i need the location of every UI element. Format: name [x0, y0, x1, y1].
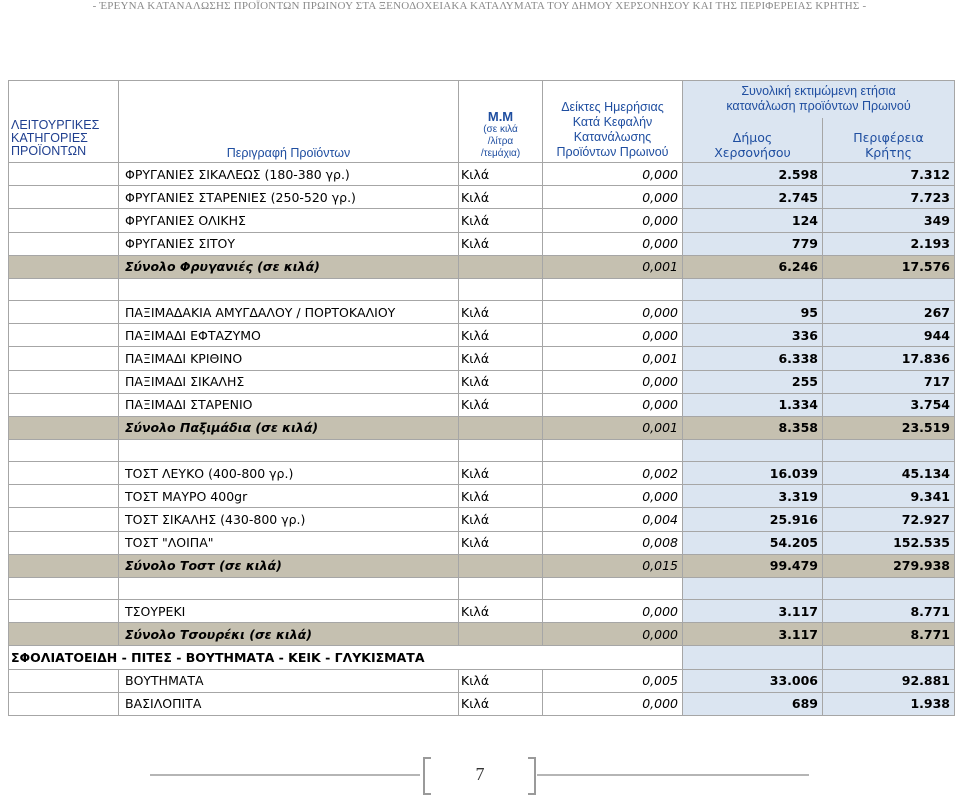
- header-unit: [459, 81, 543, 163]
- cell-municipality: 95: [683, 300, 823, 323]
- cell-municipality: 3.117: [683, 600, 823, 623]
- subtotal-row: [9, 623, 955, 646]
- cell-index: 0,002: [543, 462, 683, 485]
- footer-bracket-left: [423, 757, 431, 795]
- cell-unit: [459, 578, 543, 600]
- cell-municipality: [683, 440, 823, 462]
- consumption-table: [8, 80, 955, 716]
- cell-municipality: 2.745: [683, 186, 823, 209]
- cell-index: 0,008: [543, 531, 683, 554]
- header-index-line: Δείκτες Ημερήσιας: [561, 100, 664, 114]
- header-total-line: Συνολική εκτιμώμενη ετήσια: [741, 84, 896, 98]
- cell-municipality: 8.358: [683, 416, 823, 439]
- cell-unit: Κιλά: [459, 300, 543, 323]
- cell-index: 0,015: [543, 554, 683, 577]
- cell-unit: [459, 278, 543, 300]
- cell-municipality: 336: [683, 324, 823, 347]
- cell-unit: Κιλά: [459, 370, 543, 393]
- cell-category: [9, 554, 119, 577]
- header-municipality: [683, 118, 823, 163]
- table-row: [9, 393, 955, 416]
- cell-description: ΦΡΥΓΑΝΙΕΣ ΟΛΙΚΗΣ: [119, 209, 459, 232]
- cell-description: [119, 578, 459, 600]
- table-row: [9, 669, 955, 692]
- cell-category: [9, 692, 119, 715]
- cell-region: 92.881: [823, 669, 955, 692]
- cell-category: [9, 440, 119, 462]
- cell-category: [9, 508, 119, 531]
- cell-unit: [459, 416, 543, 439]
- cell-index: 0,000: [543, 186, 683, 209]
- header-index-line: Προϊόντων Πρωινού: [556, 145, 669, 159]
- cell-region: [823, 578, 955, 600]
- subtotal-row: [9, 255, 955, 278]
- cell-description: ΤΟΣΤ ΜΑΥΡΟ 400gr: [119, 485, 459, 508]
- table-row: [9, 209, 955, 232]
- cell-category: [9, 485, 119, 508]
- cell-index: 0,004: [543, 508, 683, 531]
- header-municipality-line: Χερσονήσου: [714, 145, 791, 160]
- spacer-row: [9, 440, 955, 462]
- document-header: - ΈΡΕΥΝΑ ΚΑΤΑΝΑΛΩΣΗΣ ΠΡΟΪΟΝΤΩΝ ΠΡΩΙΝΟΥ ΣΤΑ ΞΕΝΟΔΟΧΕΙΑΚΑ ΚΑΤΑΛΥΜΑΤΑ ΤΟΥ ΔΗΜΟΥ ΧΕΡΣΟΝΗΣΟΥ ΚΑΙ ΤΗΣ ΠΕΡΙΦΕΡΕΙΑΣ ΚΡΗΤΗΣ -: [92, 0, 867, 12]
- cell-description: [119, 278, 459, 300]
- cell-region: 7.723: [823, 186, 955, 209]
- cell-index: 0,000: [543, 370, 683, 393]
- cell-municipality: [683, 646, 823, 669]
- table-row: [9, 485, 955, 508]
- cell-region: 72.927: [823, 508, 955, 531]
- cell-region: 3.754: [823, 393, 955, 416]
- table-row: [9, 300, 955, 323]
- table-row: [9, 692, 955, 715]
- table-header-row: [9, 81, 955, 119]
- cell-description: ΠΑΞΙΜΑΔΑΚΙΑ ΑΜΥΓΔΑΛΟΥ / ΠΟΡΤΟΚΑΛΙΟΥ: [119, 300, 459, 323]
- cell-description: ΠΑΞΙΜΑΔΙ ΚΡΙΘΙΝΟ: [119, 347, 459, 370]
- cell-municipality: 54.205: [683, 531, 823, 554]
- cell-description: Σύνολο Παξιμάδια (σε κιλά): [119, 416, 459, 439]
- header-unit-sub: (σε κιλά: [483, 124, 518, 135]
- cell-category: [9, 324, 119, 347]
- header-municipality-line: Δήμος: [732, 130, 773, 145]
- cell-description: ΤΣΟΥΡΕΚΙ: [119, 600, 459, 623]
- cell-category: [9, 255, 119, 278]
- cell-index: [543, 440, 683, 462]
- spacer-row: [9, 578, 955, 600]
- table-row: [9, 462, 955, 485]
- cell-unit: Κιλά: [459, 347, 543, 370]
- cell-index: [543, 278, 683, 300]
- cell-description: ΤΟΣΤ ΣΙΚΑΛΗΣ (430-800 γρ.): [119, 508, 459, 531]
- header-category: [9, 81, 119, 163]
- cell-index: 0,000: [543, 393, 683, 416]
- page-number: 7: [475, 764, 485, 784]
- cell-region: 23.519: [823, 416, 955, 439]
- category-row: [9, 646, 955, 669]
- subtotal-row: [9, 554, 955, 577]
- table-row: [9, 324, 955, 347]
- cell-municipality: 779: [683, 232, 823, 255]
- cell-region: 7.312: [823, 163, 955, 186]
- cell-unit: [459, 255, 543, 278]
- cell-description: ΤΟΣΤ "ΛΟΙΠΑ": [119, 531, 459, 554]
- cell-description: ΠΑΞΙΜΑΔΙ ΕΦΤΑΖΥΜΟ: [119, 324, 459, 347]
- header-category-line: ΚΑΤΗΓΟΡΙΕΣ: [11, 131, 88, 145]
- cell-municipality: [683, 578, 823, 600]
- cell-region: [823, 440, 955, 462]
- cell-index: 0,000: [543, 692, 683, 715]
- cell-unit: [459, 440, 543, 462]
- cell-index: 0,000: [543, 163, 683, 186]
- cell-category: [9, 623, 119, 646]
- cell-municipality: 33.006: [683, 669, 823, 692]
- header-total-line: κατανάλωση προϊόντων Πρωινού: [726, 99, 911, 113]
- cell-category: [9, 209, 119, 232]
- cell-index: 0,000: [543, 485, 683, 508]
- table-row: [9, 508, 955, 531]
- cell-category: [9, 186, 119, 209]
- cell-category: [9, 300, 119, 323]
- cell-category: [9, 462, 119, 485]
- cell-unit: Κιλά: [459, 163, 543, 186]
- cell-unit: Κιλά: [459, 232, 543, 255]
- spacer-row: [9, 278, 955, 300]
- cell-category: [9, 416, 119, 439]
- cell-index: 0,001: [543, 255, 683, 278]
- cell-index: 0,001: [543, 416, 683, 439]
- cell-unit: Κιλά: [459, 462, 543, 485]
- cell-unit: Κιλά: [459, 531, 543, 554]
- header-description: Περιγραφή Προϊόντων: [119, 81, 459, 163]
- cell-category: [9, 232, 119, 255]
- cell-region: 45.134: [823, 462, 955, 485]
- cell-category: [9, 600, 119, 623]
- cell-category: [9, 370, 119, 393]
- cell-index: 0,000: [543, 300, 683, 323]
- cell-unit: Κιλά: [459, 186, 543, 209]
- cell-description: ΦΡΥΓΑΝΙΕΣ ΣΙΤΟΥ: [119, 232, 459, 255]
- cell-municipality: 1.334: [683, 393, 823, 416]
- cell-description: [119, 440, 459, 462]
- header-unit-sub: /τεμάχια): [480, 148, 521, 159]
- cell-index: 0,000: [543, 324, 683, 347]
- cell-region: 17.836: [823, 347, 955, 370]
- cell-municipality: 2.598: [683, 163, 823, 186]
- cell-region: 8.771: [823, 623, 955, 646]
- header-region-line: Περιφέρεια: [853, 130, 924, 145]
- cell-unit: Κιλά: [459, 692, 543, 715]
- cell-region: 2.193: [823, 232, 955, 255]
- cell-description: ΒΑΣΙΛΟΠΙΤΑ: [119, 692, 459, 715]
- cell-index: 0,000: [543, 232, 683, 255]
- page-footer: [0, 752, 959, 796]
- table-row: [9, 163, 955, 186]
- cell-municipality: 25.916: [683, 508, 823, 531]
- cell-category: [9, 578, 119, 600]
- cell-region: 8.771: [823, 600, 955, 623]
- cell-region: 944: [823, 324, 955, 347]
- cell-region: 349: [823, 209, 955, 232]
- footer-bracket-right: [528, 757, 536, 795]
- cell-region: 717: [823, 370, 955, 393]
- cell-index: 0,000: [543, 600, 683, 623]
- table-body: [9, 81, 955, 716]
- cell-unit: Κιλά: [459, 485, 543, 508]
- category-title: ΣΦΟΛΙΑΤΟΕΙΔΗ - ΠΙΤΕΣ - ΒΟΥΤΗΜΑΤΑ - ΚΕΙΚ - ΓΛΥΚΙΣΜΑΤΑ: [9, 646, 683, 669]
- cell-description: Σύνολο Φρυγανιές (σε κιλά): [119, 255, 459, 278]
- cell-index: [543, 578, 683, 600]
- cell-index: 0,000: [543, 623, 683, 646]
- cell-unit: Κιλά: [459, 324, 543, 347]
- table-row: [9, 370, 955, 393]
- cell-unit: [459, 623, 543, 646]
- footer-rule-left: [150, 774, 420, 776]
- cell-municipality: 255: [683, 370, 823, 393]
- header-index-line: Κατά Κεφαλήν: [572, 115, 653, 129]
- cell-municipality: 6.338: [683, 347, 823, 370]
- cell-municipality: 99.479: [683, 554, 823, 577]
- cell-description: ΦΡΥΓΑΝΙΕΣ ΣΤΑΡΕΝΙΕΣ (250-520 γρ.): [119, 186, 459, 209]
- header-category-line: ΠΡΟΪΟΝΤΩΝ: [11, 144, 87, 158]
- cell-region: 17.576: [823, 255, 955, 278]
- table-row: [9, 531, 955, 554]
- subtotal-row: [9, 416, 955, 439]
- header-total: [683, 81, 955, 119]
- header-unit-title: Μ.Μ: [487, 109, 514, 124]
- cell-unit: Κιλά: [459, 600, 543, 623]
- cell-region: 9.341: [823, 485, 955, 508]
- cell-description: ΤΟΣΤ ΛΕΥΚΟ (400-800 γρ.): [119, 462, 459, 485]
- cell-index: 0,001: [543, 347, 683, 370]
- cell-unit: [459, 554, 543, 577]
- header-index-line: Κατανάλωσης: [573, 130, 652, 144]
- cell-category: [9, 347, 119, 370]
- table-row: [9, 186, 955, 209]
- cell-description: ΠΑΞΙΜΑΔΙ ΣΤΑΡΕΝΙΟ: [119, 393, 459, 416]
- cell-description: ΒΟΥΤΗΜΑΤΑ: [119, 669, 459, 692]
- cell-municipality: [683, 278, 823, 300]
- cell-region: 1.938: [823, 692, 955, 715]
- cell-description: Σύνολο Τοστ (σε κιλά): [119, 554, 459, 577]
- cell-description: ΦΡΥΓΑΝΙΕΣ ΣΙΚΑΛΕΩΣ (180-380 γρ.): [119, 163, 459, 186]
- cell-index: 0,000: [543, 209, 683, 232]
- cell-description: Σύνολο Τσουρέκι (σε κιλά): [119, 623, 459, 646]
- cell-unit: Κιλά: [459, 393, 543, 416]
- table-row: [9, 347, 955, 370]
- cell-unit: Κιλά: [459, 508, 543, 531]
- cell-unit: Κιλά: [459, 669, 543, 692]
- cell-region: [823, 646, 955, 669]
- cell-municipality: 124: [683, 209, 823, 232]
- header-category-line: ΛΕΙΤΟΥΡΓΙΚΕΣ: [11, 118, 100, 132]
- cell-region: [823, 278, 955, 300]
- header-unit-sub: /λίτρα: [487, 136, 514, 147]
- cell-region: 267: [823, 300, 955, 323]
- header-region: [823, 118, 955, 163]
- cell-category: [9, 163, 119, 186]
- cell-municipality: 16.039: [683, 462, 823, 485]
- cell-index: 0,005: [543, 669, 683, 692]
- cell-region: 152.535: [823, 531, 955, 554]
- cell-category: [9, 531, 119, 554]
- cell-unit: Κιλά: [459, 209, 543, 232]
- cell-municipality: 6.246: [683, 255, 823, 278]
- footer-rule-right: [537, 774, 809, 776]
- cell-municipality: 689: [683, 692, 823, 715]
- cell-category: [9, 278, 119, 300]
- cell-description: ΠΑΞΙΜΑΔΙ ΣΙΚΑΛΗΣ: [119, 370, 459, 393]
- table-row: [9, 232, 955, 255]
- cell-category: [9, 669, 119, 692]
- cell-municipality: 3.117: [683, 623, 823, 646]
- cell-category: [9, 393, 119, 416]
- cell-region: 279.938: [823, 554, 955, 577]
- header-index: [543, 81, 683, 163]
- table-row: [9, 600, 955, 623]
- cell-municipality: 3.319: [683, 485, 823, 508]
- header-region-line: Κρήτης: [865, 145, 912, 160]
